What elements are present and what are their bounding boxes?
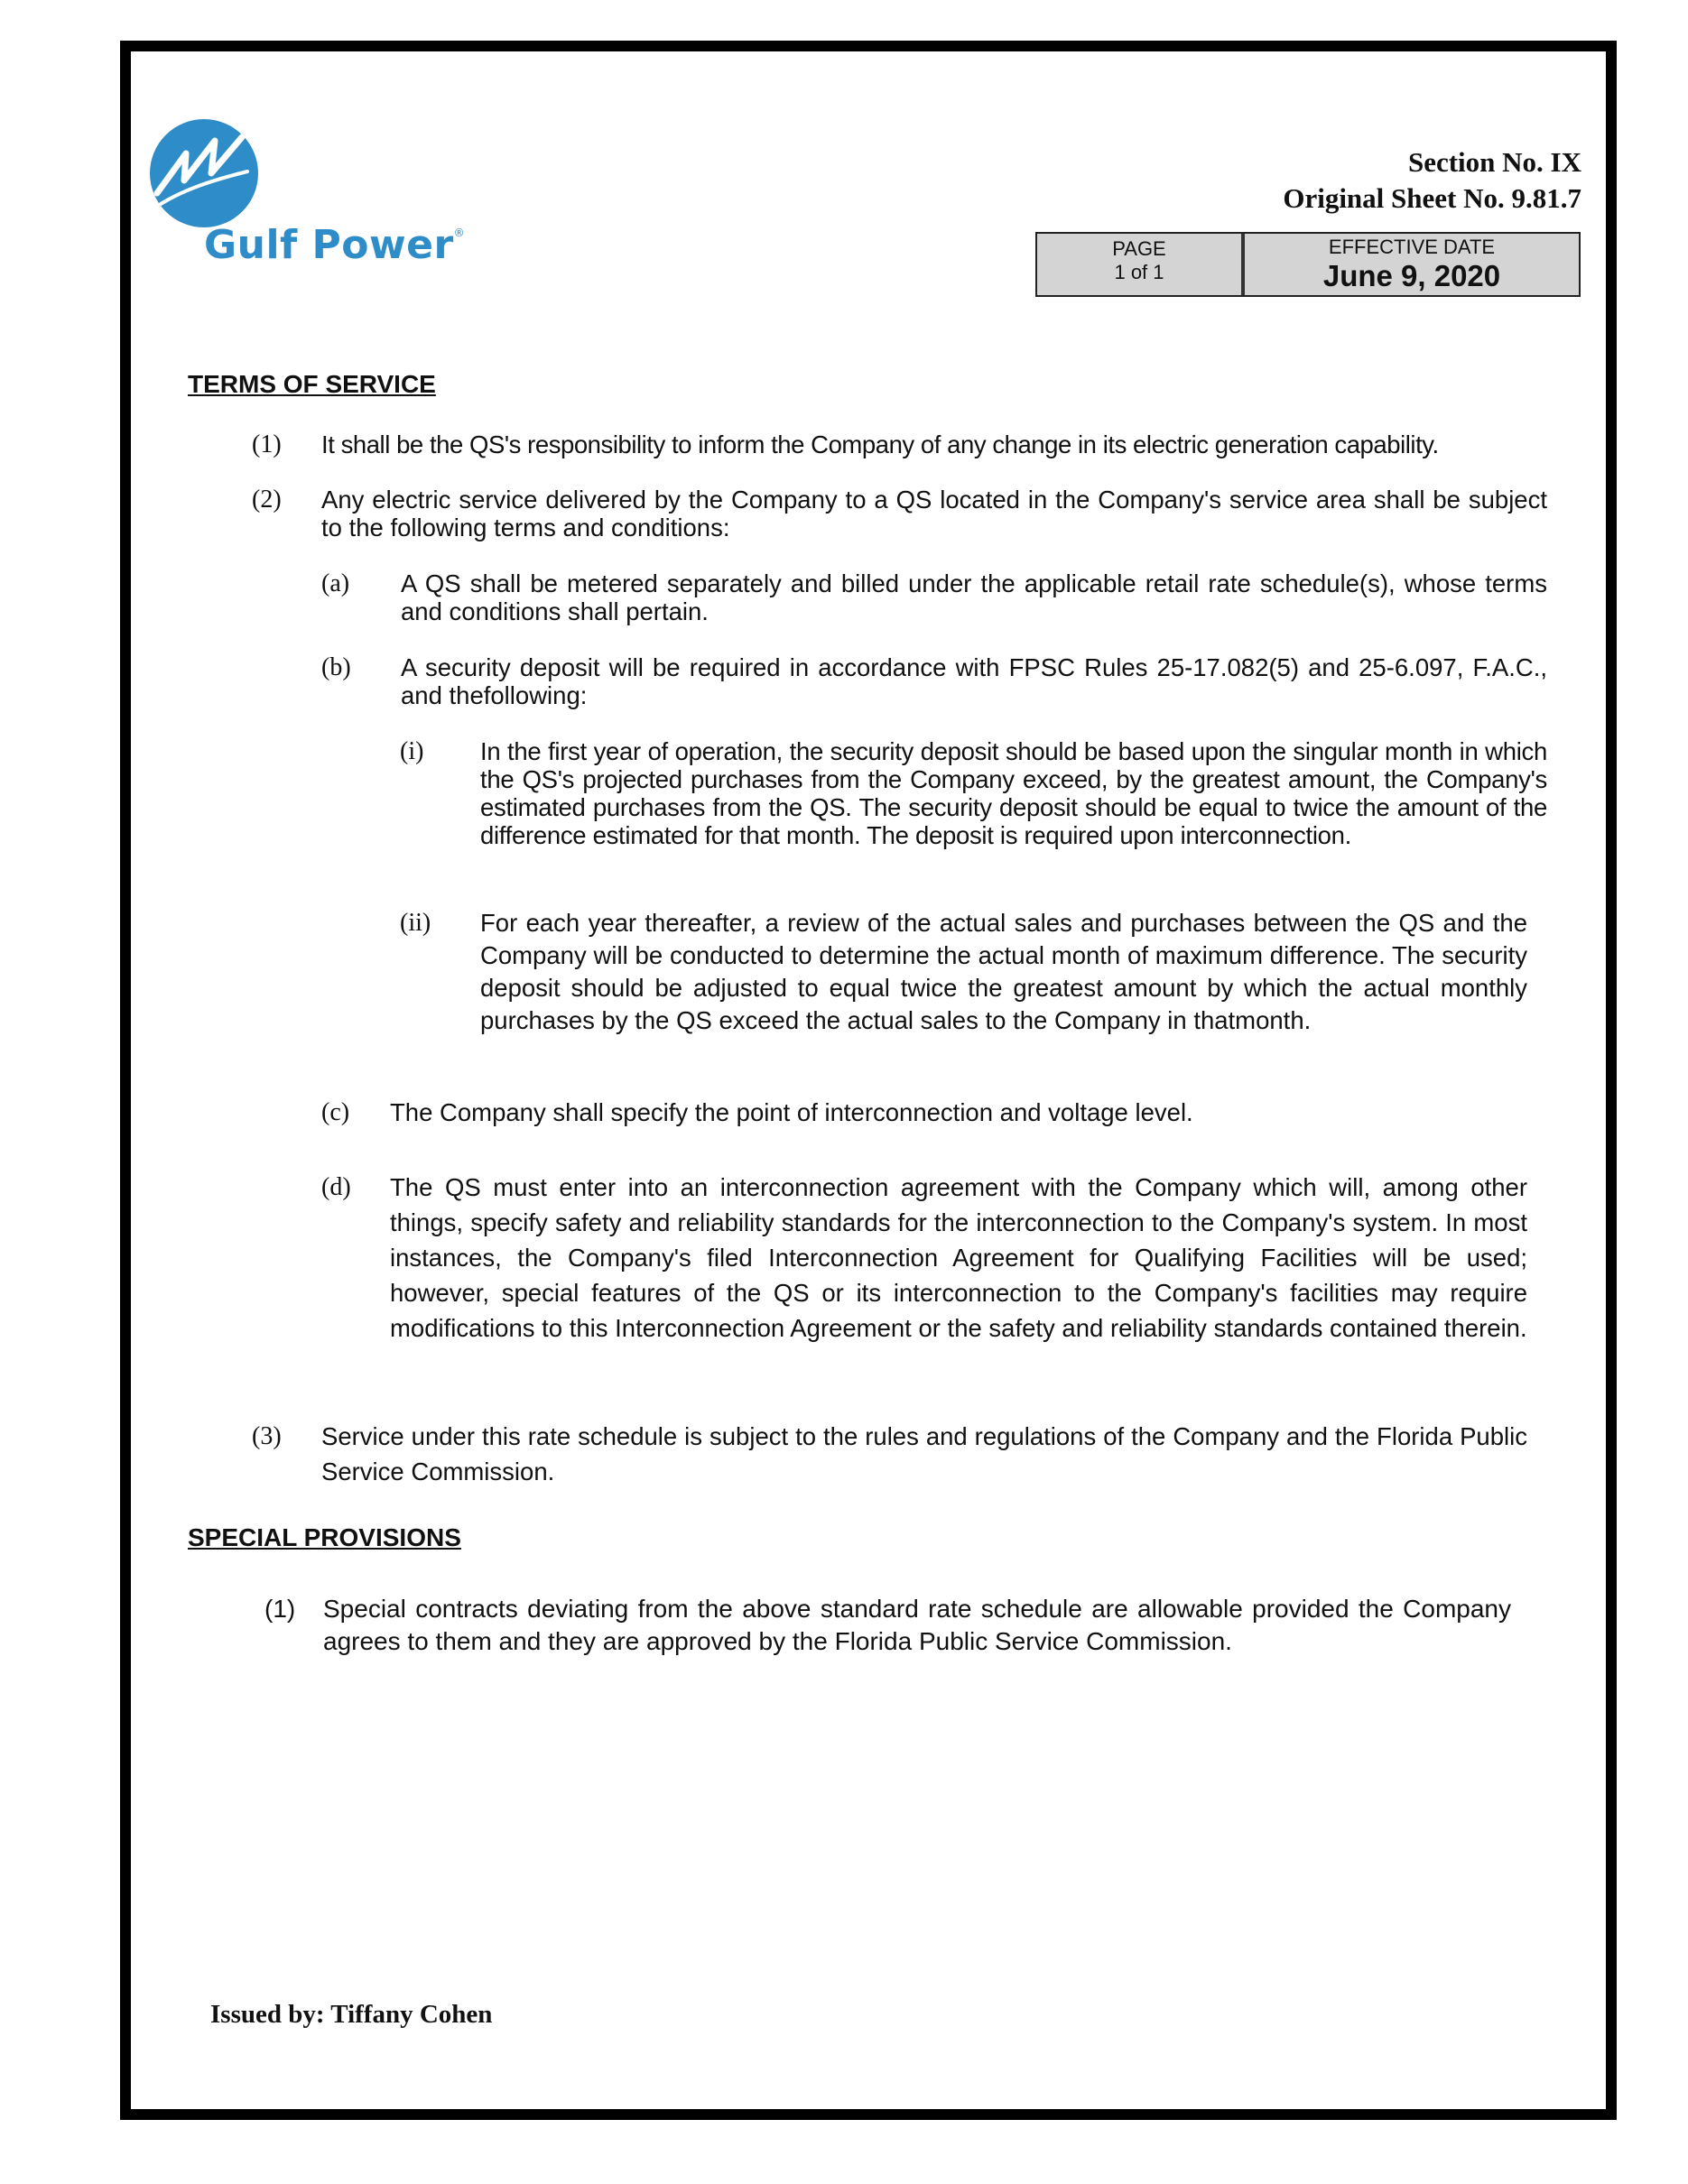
item-number: (i) — [400, 737, 424, 765]
effective-date-value: June 9, 2020 — [1322, 259, 1501, 292]
list-item — [252, 486, 1547, 541]
item-text: The Company shall specify the point of interconnection and voltage level. — [390, 1098, 1193, 1126]
item-number: (ii) — [400, 909, 431, 937]
item-text: Any electric service delivered by the Company to a QS located in the Company's service area shall be subject to the following terms and conditions: — [321, 486, 1547, 541]
page-cell — [1037, 234, 1245, 295]
section-number: Section No. IX — [1407, 146, 1581, 178]
list-item — [321, 569, 1547, 625]
list-item — [321, 1098, 1527, 1126]
issued-by: Issued by: Tiffany Cohen — [210, 2000, 493, 2029]
company-name: Gulf Power® — [204, 222, 466, 268]
item-text: In the first year of operation, the security deposit should be based upon the singular month in which the QS's projected purchases from the Company exceed, by the greatest amount, the Company's estimated purchases from the QS. The security deposit should be equal to twice the amount of the difference estimated for that month. The deposit is required upon interconnection. — [480, 737, 1547, 849]
company-logo — [144, 116, 524, 278]
terms-of-service-heading: TERMS OF SERVICE — [188, 370, 436, 398]
item-number: (1) — [264, 1595, 296, 1623]
list-item — [321, 1170, 1527, 1346]
gulf-power-logo-icon — [148, 117, 260, 229]
item-number: (c) — [321, 1098, 350, 1126]
list-item — [400, 907, 1527, 1037]
special-provisions-heading: SPECIAL PROVISIONS — [188, 1523, 461, 1551]
effective-date-label: EFFECTIVE DATE — [1328, 236, 1496, 258]
item-number: (b) — [321, 653, 351, 681]
item-number: (1) — [252, 430, 282, 458]
item-text: The QS must enter into an interconnection agreement with the Company which will, among other things, specify safety and reliability standards for the interconnection to the Company's system. In most instances, the Company's filed Interconnection Agreement for Qualifying Facilities will be used; however, special features of the QS or its interconnection to the Company's facilities may require modifications to this Interconnection Agreement or the safety and reliability standards contained therein. — [390, 1173, 1527, 1342]
page-border — [120, 41, 1617, 2120]
item-text: A security deposit will be required in accordance with FPSC Rules 25-17.082(5) and 25-6.097, F.A.C., and thefollowing: — [401, 653, 1547, 709]
page-value: 1 of 1 — [1114, 261, 1164, 283]
item-number: (2) — [252, 486, 282, 514]
item-number: (3) — [252, 1422, 282, 1450]
sheet-identifier — [1283, 144, 1581, 217]
item-number: (d) — [321, 1173, 351, 1201]
list-item — [264, 1593, 1511, 1658]
sheet-number: Original Sheet No. 9.81.7 — [1283, 182, 1581, 214]
effective-date-cell — [1245, 234, 1579, 295]
item-text: Special contracts deviating from the above standard rate schedule are allowable provided the Company agrees to them and they are approved by the Florida Public Service Commission. — [323, 1595, 1511, 1655]
list-item — [321, 653, 1547, 709]
page-info-box — [1035, 232, 1581, 297]
list-item — [252, 1419, 1527, 1489]
list-item — [400, 737, 1547, 849]
item-text: Service under this rate schedule is subject to the rules and regulations of the Company and the Florida Public Service Commission. — [321, 1422, 1527, 1485]
item-text: A QS shall be metered separately and billed under the applicable retail rate schedule(s), whose terms and conditions shall pertain. — [401, 569, 1547, 625]
page-label: PAGE — [1112, 237, 1166, 260]
list-item — [252, 430, 1547, 458]
item-text: For each year thereafter, a review of the actual sales and purchases between the QS and the Company will be conducted to determine the actual month of maximum difference. The security deposit should be adjusted to equal twice the greatest amount by which the actual monthly purchases by the QS exceed the actual sales to the Company in thatmonth. — [480, 909, 1527, 1034]
item-text: It shall be the QS's responsibility to inform the Company of any change in its electric generation capability. — [321, 430, 1439, 458]
item-number: (a) — [321, 569, 350, 597]
